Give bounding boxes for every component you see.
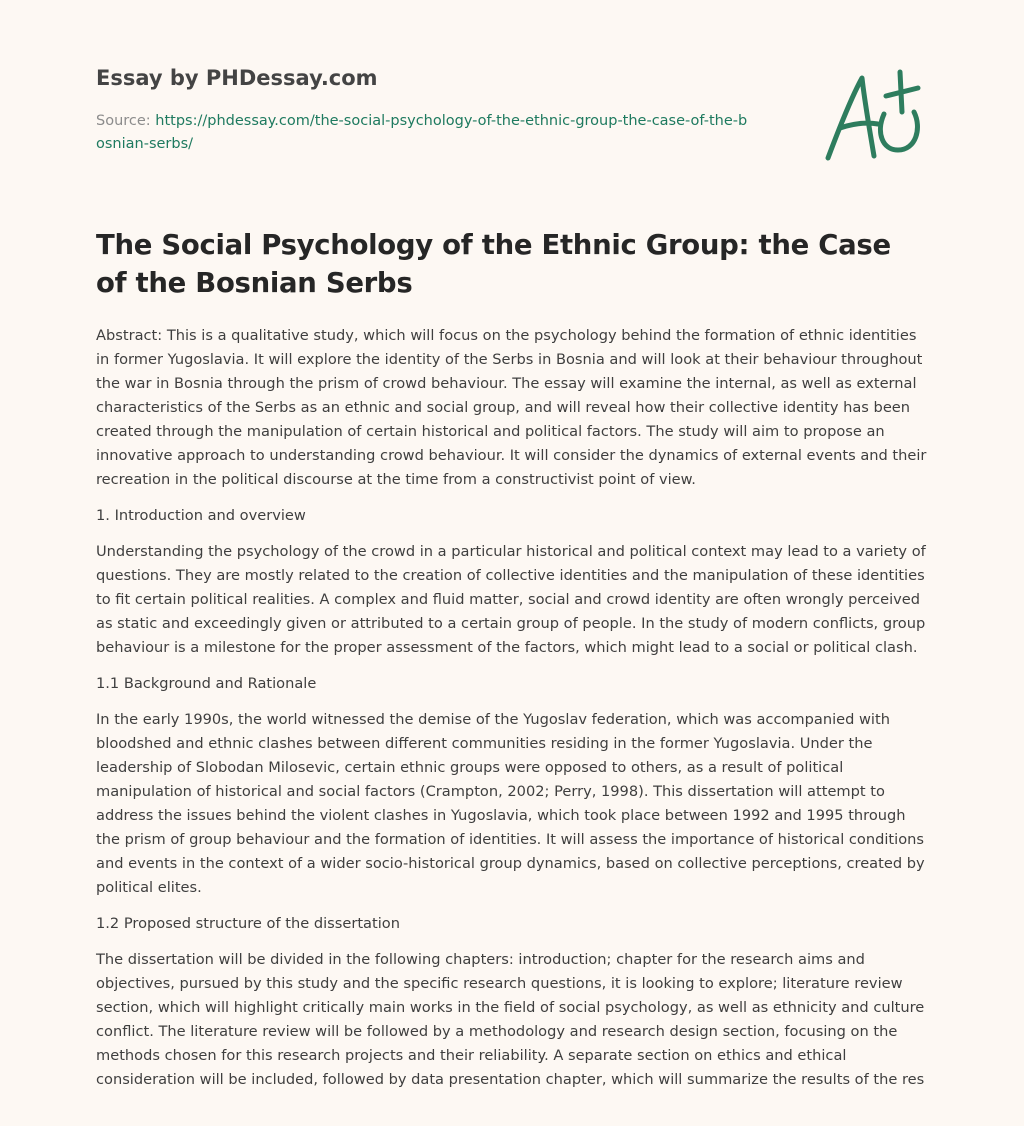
section-heading: 1. Introduction and overview [96, 507, 306, 524]
body-paragraph: The dissertation will be divided in the following chapters: introduction; chapter for the research aims and objectives, pursued by this study and the specific research questions, it is looking to explore; literature review section, which will highlight critically main works in the field of social psychology, as well as ethnicity and culture conflict. The literature review will be followed by a methodology and research design section, focusing on the methods chosen for this research projects and their reliability. A separate section on ethics and ethical consideration will be included, followed by data presentation chapter, which will summarize the results of the res [96, 951, 925, 1088]
a-plus-grade-icon [818, 66, 930, 166]
section-heading: 1.2 Proposed structure of the dissertation [96, 915, 400, 932]
source-label: Source: [96, 113, 156, 129]
abstract-paragraph: Abstract: This is a qualitative study, which will focus on the psychology behind the formation of ethnic identities in former Yugoslavia. It will explore the identity of the Serbs in Bosnia and will look at their behaviour throughout the war in Bosnia through the prism of crowd behaviour. The essay will examine the internal, as well as external characteristics of the Serbs as an ethnic and social group, and will reveal how their collective identity has been created through the manipulation of certain historical and political factors. The study will aim to propose an innovative approach to understanding crowd behaviour. It will consider the dynamics of external events and their recreation in the political discourse at the time from a constructivist point of view. [96, 327, 927, 488]
source-link[interactable]: https://phdessay.com/the-social-psychology-of-the-ethnic-group-the-case-of-the-bosnian-serbs/ [96, 113, 748, 152]
source-line [96, 110, 756, 156]
article-body [96, 324, 932, 1104]
body-paragraph: In the early 1990s, the world witnessed the demise of the Yugoslav federation, which was accompanied with bloodshed and ethnic clashes between different communities residing in the former Yugoslavia. Under the leadership of Slobodan Milosevic, certain ethnic groups were opposed to others, as a result of political manipulation of historical and social factors (Crampton, 2002; Perry, 1998). This dissertation will attempt to address the issues behind the violent clashes in Yugoslavia, which took place between 1992 and 1995 through the prism of group behaviour and the formation of identities. It will assess the importance of historical conditions and events in the context of a wider socio-historical group dynamics, based on collective perceptions, created by political elites. [96, 711, 925, 896]
header [96, 64, 796, 156]
body-paragraph: Understanding the psychology of the crowd in a particular historical and political context may lead to a variety of questions. They are mostly related to the creation of collective identities and the manipulation of these identities to fit certain political realities. A complex and fluid matter, social and crowd identity are often wrongly perceived as static and exceedingly given or attributed to a certain group of people. In the study of modern conflicts, group behaviour is a milestone for the proper assessment of the factors, which might lead to a social or political clash. [96, 543, 926, 656]
section-heading: 1.1 Background and Rationale [96, 675, 317, 692]
article-title: The Social Psychology of the Ethnic Group: the Case of the Bosnian Serbs [96, 229, 891, 299]
site-brand: Essay by PHDessay.com [96, 66, 378, 90]
